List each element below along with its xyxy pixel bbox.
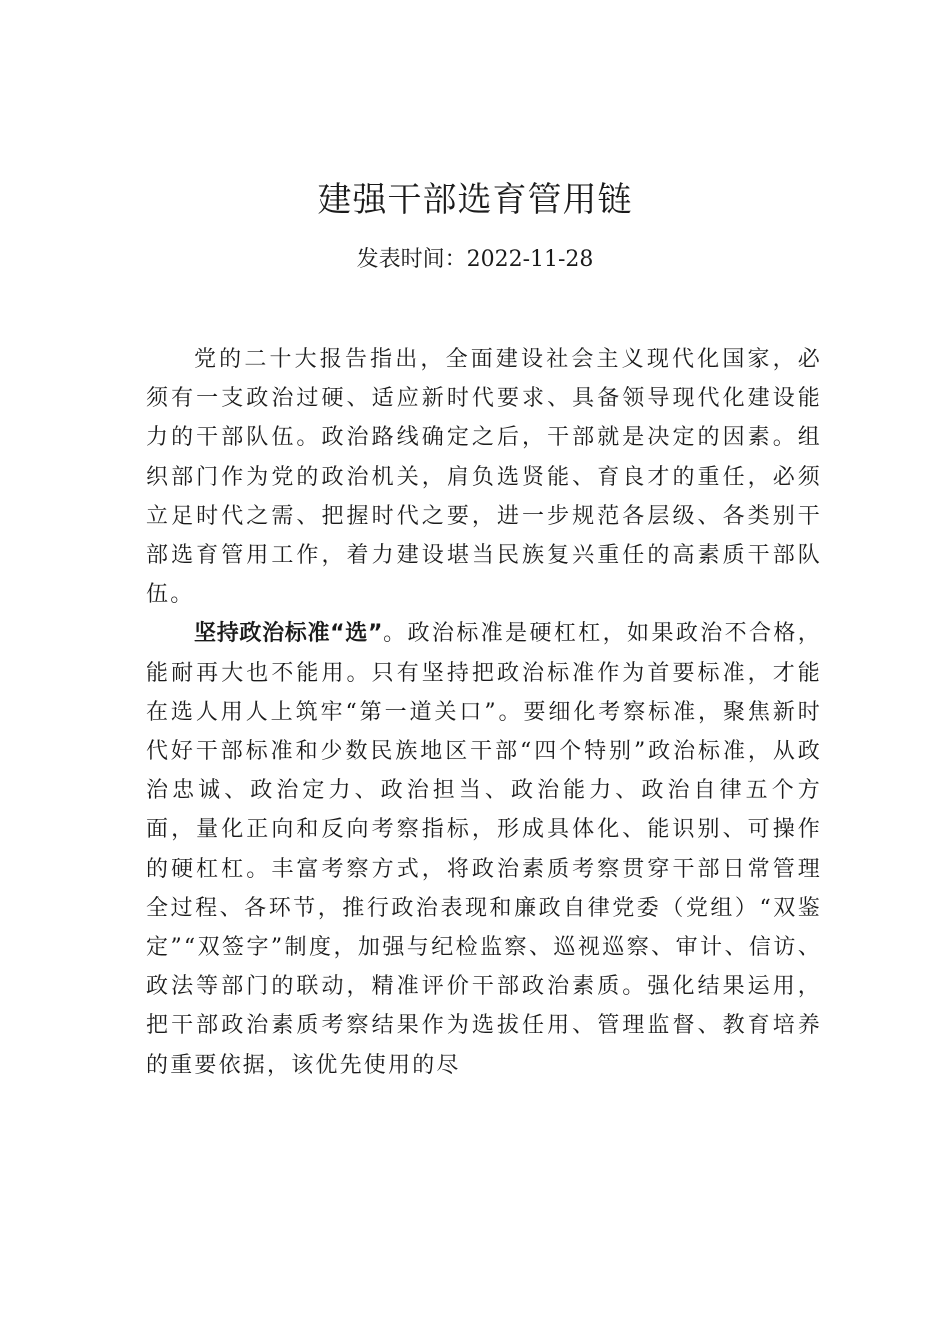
paragraph-text: 。政治标准是硬杠杠，如果政治不合格，能耐再大也不能用。只有坚持把政治标准作为首要标准，才能在选人用人上筑牢“第一道关口”。要细化考察标准，聚焦新时代好干部标准和少数民族地区干部“四个特别”政治标准，从政治忠诚、政治定力、政治担当、政治能力、政治自律五个方面，量化正向和反向考察指标，形成具体化、能识别、可操作的硬杠杠。丰富考察方式，将政治素质考察贯穿干部日常管理全过程、各环节，推行政治表现和廉政自律党委（党组）“双鉴定”“双签字”制度，加强与纪检监察、巡视巡察、审计、信访、政法等部门的联动，精准评价干部政治素质。强化结果运用，把干部政治素质考察结果作为选拔任用、管理监督、教育培养的重要依据，该优先使用的尽 — [146, 621, 822, 1078]
publish-date-line — [0, 244, 950, 276]
publish-date-value: 2022-11-28 — [466, 247, 594, 272]
publish-date-label: 发表时间： — [356, 247, 467, 272]
paragraph-lead-heading: 坚持政治标准“选” — [194, 621, 383, 647]
paragraph-intro — [146, 340, 822, 614]
paragraph-text: 党的二十大报告指出，全面建设社会主义现代化国家，必须有一支政治过硬、适应新时代要求、具备领导现代化建设能力的干部队伍。政治路线确定之后，干部就是决定的因素。组织部门作为党的政治机关，肩负选贤能、育良才的重任，必须立足时代之需、把握时代之要，进一步规范各层级、各类别干部选育管用工作，着力建设堪当民族复兴重任的高素质干部队伍。 — [146, 347, 822, 608]
paragraph-political-standard — [146, 614, 822, 1084]
document-body — [146, 340, 822, 1085]
document-title: 建强干部选育管用链 — [317, 180, 633, 220]
